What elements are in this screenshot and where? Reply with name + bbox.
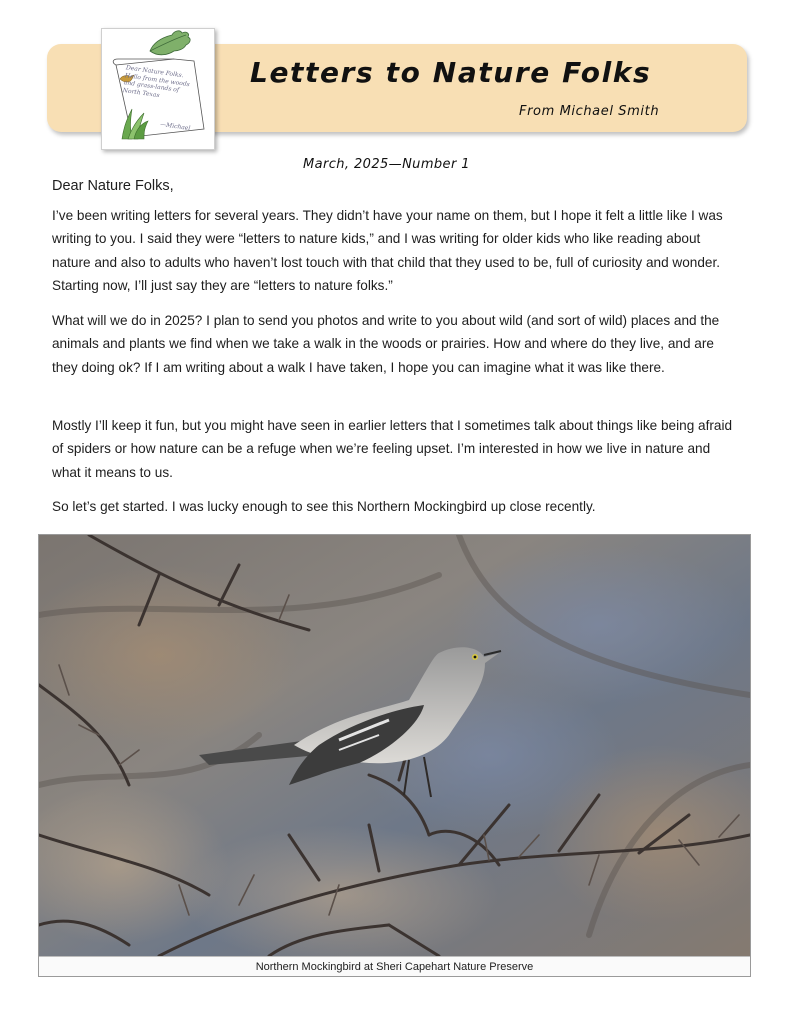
byline: From Michael Smith xyxy=(519,104,660,119)
logo-note-text: Dear Nature Folks. Hello from the woods and grass-lands of North Texas xyxy=(122,64,191,99)
paragraph-4: So let’s get started. I was lucky enough to see this Northern Mockingbird up close recently. xyxy=(52,499,596,514)
logo xyxy=(101,28,215,150)
page-title: Letters to Nature Folks xyxy=(250,56,652,89)
mockingbird-image xyxy=(39,535,750,956)
paragraph-3: Mostly I’ll keep it fun, but you might have seen in earlier letters that I sometimes talk about things like being afraid of spiders or how nature can be a refuge when we’re feeling upset. I’m interested in how we live in nature and what it means to us. xyxy=(52,418,733,480)
paragraph-2: What will we do in 2025? I plan to send you photos and write to you about wild (and sort of wild) places and the animals and plants we find when we take a walk in the woods or prairies. How and where do they live, and are they doing ok? If I am writing about a walk I have taken, I hope you can imagine what it was like there. xyxy=(52,313,720,375)
greeting: Dear Nature Folks, xyxy=(52,178,174,194)
issue-line: March, 2025—Number 1 xyxy=(303,157,470,172)
photo-figure xyxy=(38,534,751,977)
mockingbird-photo xyxy=(39,535,750,956)
photo-caption: Northern Mockingbird at Sheri Capehart Nature Preserve xyxy=(39,956,750,976)
paragraph-1: I’ve been writing letters for several years. They didn’t have your name on them, but I hope it felt a little like I was writing to you. I said they were “letters to nature kids,” and I was writing for older kids who like reading about nature and also to adults who haven’t lost touch with that child that they used to be, full of curiosity and wonder. Starting now, I’ll just say they are “letters to nature folks.” xyxy=(52,208,723,293)
logo-signature: —Michael xyxy=(159,120,191,133)
